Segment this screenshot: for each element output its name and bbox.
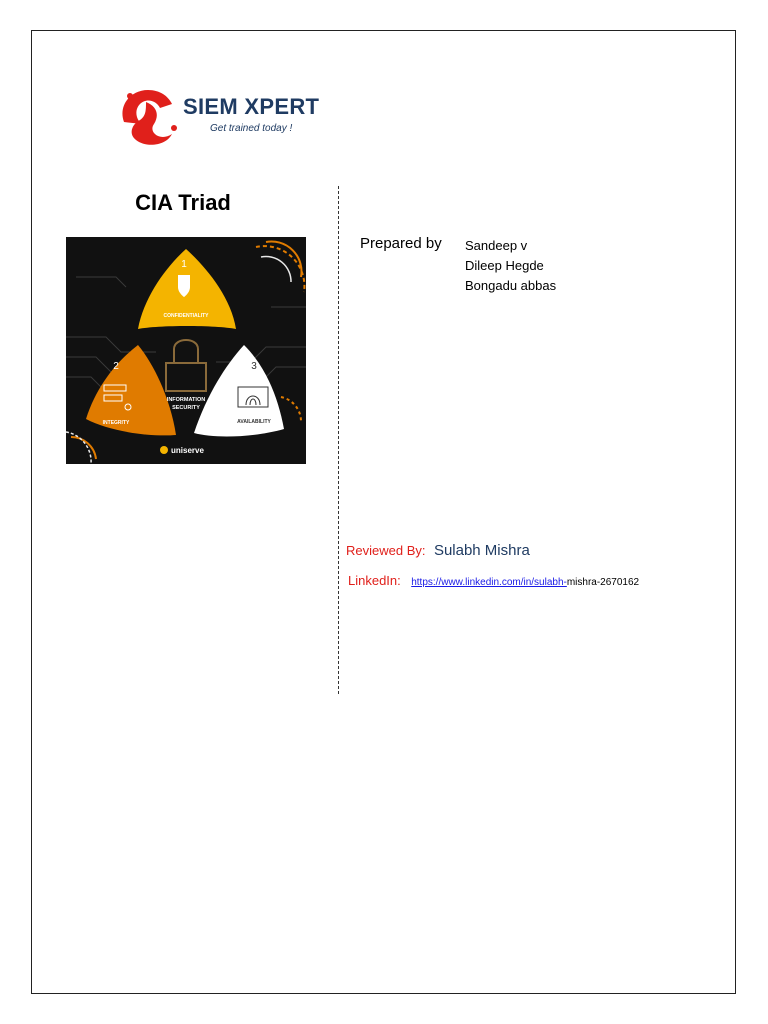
- confidentiality-label: CONFIDENTIALITY: [163, 313, 209, 319]
- linkedin-url: [411, 577, 639, 588]
- center-label-2: SECURITY: [172, 405, 200, 411]
- prepared-by-label: Prepared by: [360, 235, 442, 252]
- cia-triad-graphic: [66, 237, 306, 464]
- uniserve-logo-icon: [160, 446, 168, 454]
- preparer-name: Bongadu abbas: [465, 278, 557, 293]
- availability-label: AVAILABILITY: [237, 419, 271, 425]
- reviewed-by: [346, 542, 530, 560]
- linkedin-row: [348, 572, 639, 590]
- preparer-name: Dileep Hegde: [465, 258, 544, 273]
- integrity-number: 2: [113, 361, 119, 372]
- logo-brand: SIEM XPERT: [183, 94, 320, 119]
- availability-number: 3: [251, 361, 257, 372]
- preparers-list: [465, 236, 556, 296]
- linkedin-url-tail: mishra-2670162: [566, 577, 640, 588]
- reviewer-name: Sulabh Mishra: [433, 542, 530, 559]
- logo-hands-icon: [116, 84, 182, 148]
- logo-tagline: Get trained today !: [210, 123, 293, 134]
- document-title: CIA Triad: [135, 190, 231, 215]
- confidentiality-number: 1: [181, 259, 187, 270]
- page-border: [31, 30, 736, 994]
- linkedin-label: LinkedIn:: [348, 573, 401, 588]
- center-label-1: INFORMATION: [166, 397, 206, 403]
- graphic-brand: uniserve: [171, 446, 204, 455]
- integrity-label: INTEGRITY: [102, 420, 130, 426]
- vertical-divider: [338, 186, 339, 694]
- siemxpert-logo: [116, 84, 320, 150]
- reviewed-by-label: Reviewed By:: [346, 543, 426, 558]
- preparer-name: Sandeep v: [465, 238, 528, 253]
- linkedin-link[interactable]: https://www.linkedin.com/in/sulabh-: [411, 577, 567, 588]
